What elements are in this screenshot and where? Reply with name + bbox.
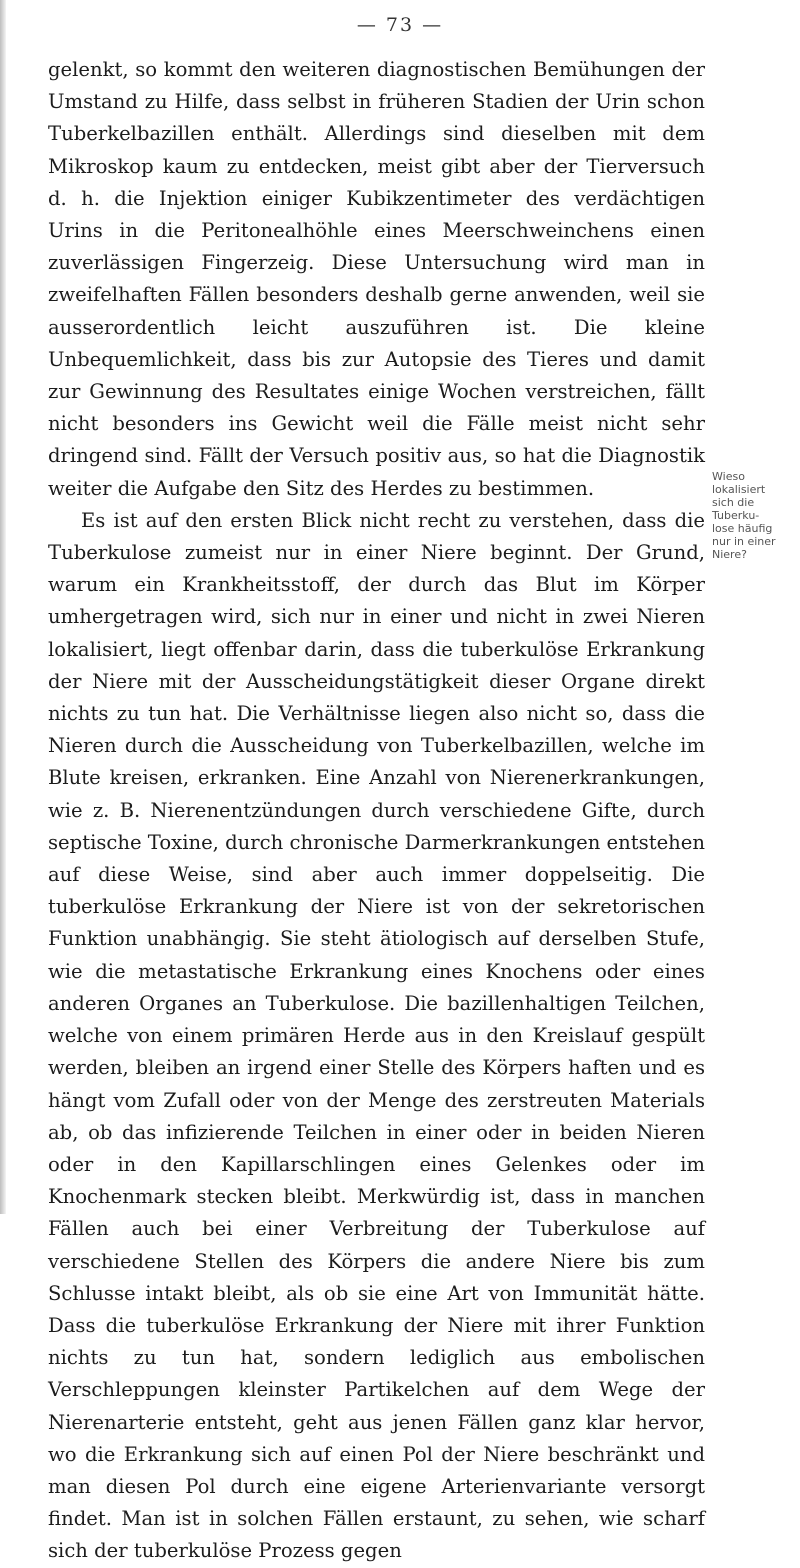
marginal-note-line: sich die bbox=[712, 496, 755, 509]
marginal-note-line: nur in einer bbox=[712, 535, 776, 548]
marginal-note bbox=[712, 470, 792, 561]
page-edge-shadow bbox=[0, 0, 6, 1214]
marginal-note-line: lose häufig bbox=[712, 522, 773, 535]
paragraph-1: gelenkt, so kommt den weiteren diagnostischen Bemühungen der Umstand zu Hilfe, dass selbst in früheren Stadien der Urin schon Tuberkelbazillen enthält. Allerdings sind dieselben mit dem Mikroskop kaum zu entdecken, meist gibt aber der Tierversuch d. h. die Injektion einiger Kubikzentimeter des verdächtigen Urins in die Peritonealhöhle eines Meerschweinchens einen zuverlässigen Fingerzeig. Diese Untersuchung wird man in zweifelhaften Fällen besonders deshalb gerne anwenden, weil sie ausserordentlich leicht auszuführen ist. Die kleine Unbequemlichkeit, dass bis zur Autopsie des Tieres und damit zur Gewinnung des Resultates einige Wochen verstreichen, fällt nicht besonders ins Gewicht weil die Fälle meist nicht sehr dringend sind. Fällt der Versuch positiv aus, so hat die Diagnostik weiter die Aufgabe den Sitz des Herdes zu bestimmen. bbox=[48, 58, 705, 500]
body-text bbox=[48, 54, 705, 1568]
marginal-note-line: lokalisiert bbox=[712, 483, 766, 496]
paragraph-2: Es ist auf den ersten Blick nicht recht zu verstehen, dass die Tuberkulose zumeist nur in einer Niere beginnt. Der Grund, warum ein Krankheitsstoff, der durch das Blut im Körper umhergetragen wird, sich nur in einer und nicht in zwei Nieren lokalisiert, liegt offenbar darin, dass die tuberkulöse Erkrankung der Niere mit der Ausscheidungstätigkeit dieser Organe direkt nichts zu tun hat. Die Verhältnisse liegen also nicht so, dass die Nieren durch die Ausscheidung von Tuberkelbazillen, welche im Blute kreisen, erkranken. Eine Anzahl von Nierenerkrankungen, wie z. B. Nierenentzündungen durch verschiedene Gifte, durch septische Toxine, durch chronische Darmerkrankungen entstehen auf diese Weise, sind aber auch immer doppelseitig. Die tuberkulöse Erkrankung der Niere ist von der sekretorischen Funktion unabhängig. Sie steht ätiologisch auf derselben Stufe, wie die metastatische Erkrankung eines Knochens oder eines anderen Organes an Tuberkulose. Die bazillenhaltigen Teilchen, welche von einem primären Herde aus in den Kreislauf gespült werden, bleiben an irgend einer Stelle des Körpers haften und es hängt vom Zufall oder von der Menge des zerstreuten Materials ab, ob das infizierende Teilchen in einer oder in beiden Nieren oder in den Kapillarschlingen eines Gelenkes oder im Knochenmark stecken bleibt. Merkwürdig ist, dass in manchen Fällen auch bei einer Verbreitung der Tuberkulose auf verschiedene Stellen des Körpers die andere Niere bis zum Schlusse intakt bleibt, als ob sie eine Art von Immunität hätte. Dass die tuberkulöse Erkrankung der Niere mit ihrer Funktion nichts zu tun hat, sondern lediglich aus embolischen Verschleppungen kleinster Partikelchen auf dem Wege der Nierenarterie entsteht, geht aus jenen Fällen ganz klar hervor, wo die Erkrankung sich auf einen Pol der Niere beschränkt und man diesen Pol durch eine eigene Arterienvariante versorgt findet. Man ist in solchen Fällen erstaunt, zu sehen, wie scharf sich der tuberkulöse Prozess gegen bbox=[48, 508, 705, 1563]
marginal-note-line: Wieso bbox=[712, 470, 745, 483]
marginal-note-line: Tuberku- bbox=[712, 509, 760, 522]
marginal-note-line: Niere? bbox=[712, 548, 747, 561]
page-number: — 73 — bbox=[356, 14, 444, 36]
